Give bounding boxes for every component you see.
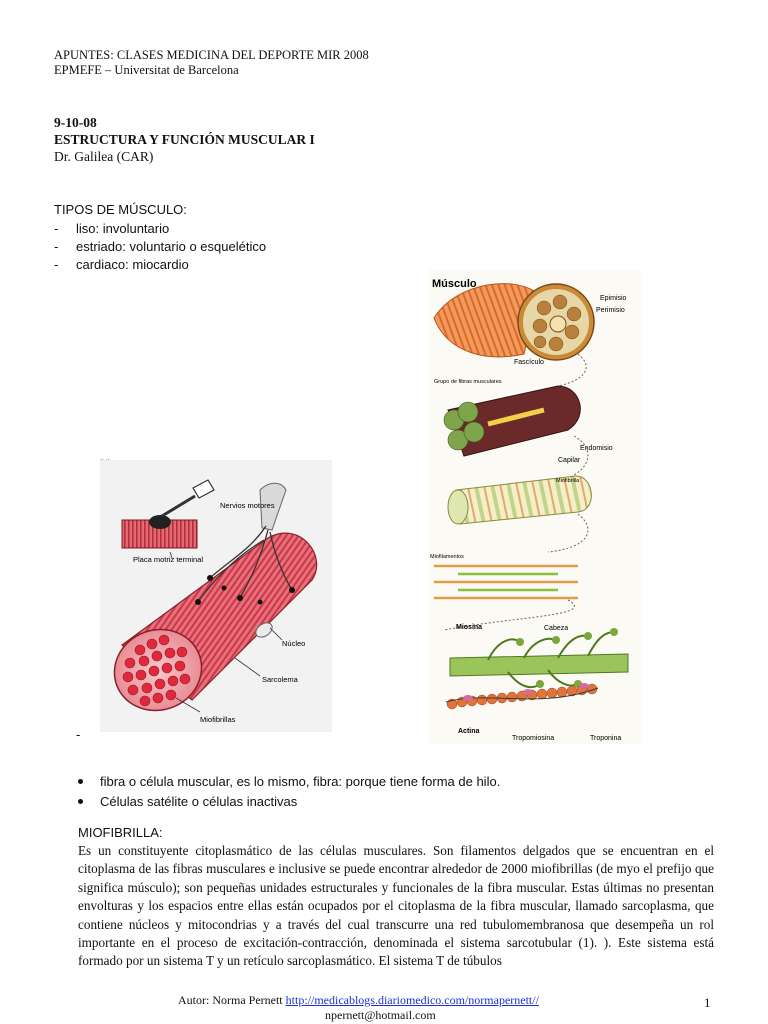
bullet-item: fibra o célula muscular, es lo mismo, fibra: porque tiene forma de hilo. <box>78 772 500 792</box>
label-epimisio: Epimisio <box>600 295 627 302</box>
label-endomisio: Endomisio <box>580 445 613 452</box>
page-number: 1 <box>704 995 711 1010</box>
label-cabeza: Cabeza <box>544 625 569 632</box>
stray-dash: - <box>76 727 81 742</box>
header-line-2: EPMEFE – Universitat de Barcelona <box>54 63 239 77</box>
label-sarcolema: Sarcolema <box>262 675 298 684</box>
bullet-item: Células satélite o células inactivas <box>78 792 500 812</box>
miofibrilla-paragraph: Es un constituyente citoplasmático de las células musculares. Son filamentos delgados que se encuentran en el citoplasma de las fibras musculares e inclusive se puede encontrar alrededor de 2000 miofibrillas (de myo el prefijo que significa músculo); son pequeñas unidades estructurales y funcionales de la fibra muscular. Estas últimas no presentan envolturas y los espacios entre ellas están ocupados por el citoplasma de la fibra muscular, llamado sarcoplasma, que contiene núcleos y mitocondrias y a través del cual transcurre una red tubulomembranosa que desempeña un rol importante en el proceso de excitación-contracción, denominada el sistema sarcotubular (1). ). Este sistema está formado por un sistema T y un retículo sarcoplasmático. El sistema T de túbulos <box>78 843 714 969</box>
list-item: - cardiaco: miocardio <box>54 256 266 274</box>
label-miofibrillas: Miofibrillas <box>200 715 236 724</box>
footer-author <box>178 993 539 1008</box>
label-actina: Actina <box>458 728 480 735</box>
label-troponina: Troponina <box>590 735 622 742</box>
label-nucleo: Núcleo <box>282 639 306 648</box>
label-miofilamentos: Miofilamentos <box>430 554 464 560</box>
label-placa: Placa motriz terminal <box>133 555 204 564</box>
muscle-types-list <box>54 220 266 274</box>
miofibrilla-heading: MIOFIBRILLA: <box>78 825 163 840</box>
muscle-fibre-figure <box>100 460 332 732</box>
label-musculo: Músculo <box>432 278 477 290</box>
muscle-types-heading: TIPOS DE MÚSCULO: <box>54 202 187 217</box>
footer-link[interactable]: http://medicablogs.diariomedico.com/normapernett// <box>285 993 539 1007</box>
header-line-1: APUNTES: CLASES MEDICINA DEL DEPORTE MIR 2008 <box>54 48 369 62</box>
footer-email: npernett@hotmail.com <box>325 1008 436 1022</box>
list-item: - liso: involuntario <box>54 220 266 238</box>
label-miofibrilla: Miofibrilla <box>556 478 580 484</box>
label-nervios: Nervios motores <box>220 501 275 510</box>
footer-author-prefix: Autor: Norma Pernett <box>178 993 283 1007</box>
label-miosina: Miosina <box>456 624 483 631</box>
label-grupo: Grupo de fibras musculares <box>434 379 502 385</box>
label-capilar: Capilar <box>558 457 581 464</box>
lecturer: Dr. Galilea (CAR) <box>54 149 154 164</box>
muscle-hierarchy-figure <box>428 270 642 744</box>
lecture-date: 9-10-08 <box>54 115 97 130</box>
label-fasciculo: Fascículo <box>514 359 544 366</box>
label-tropomiosina: Tropomiosina <box>512 735 555 742</box>
list-item: - estriado: voluntario o esquelético <box>54 238 266 256</box>
fibre-bullets <box>78 772 500 812</box>
lecture-title: ESTRUCTURA Y FUNCIÓN MUSCULAR I <box>54 132 315 147</box>
label-perimisio: Perimisio <box>596 307 625 314</box>
